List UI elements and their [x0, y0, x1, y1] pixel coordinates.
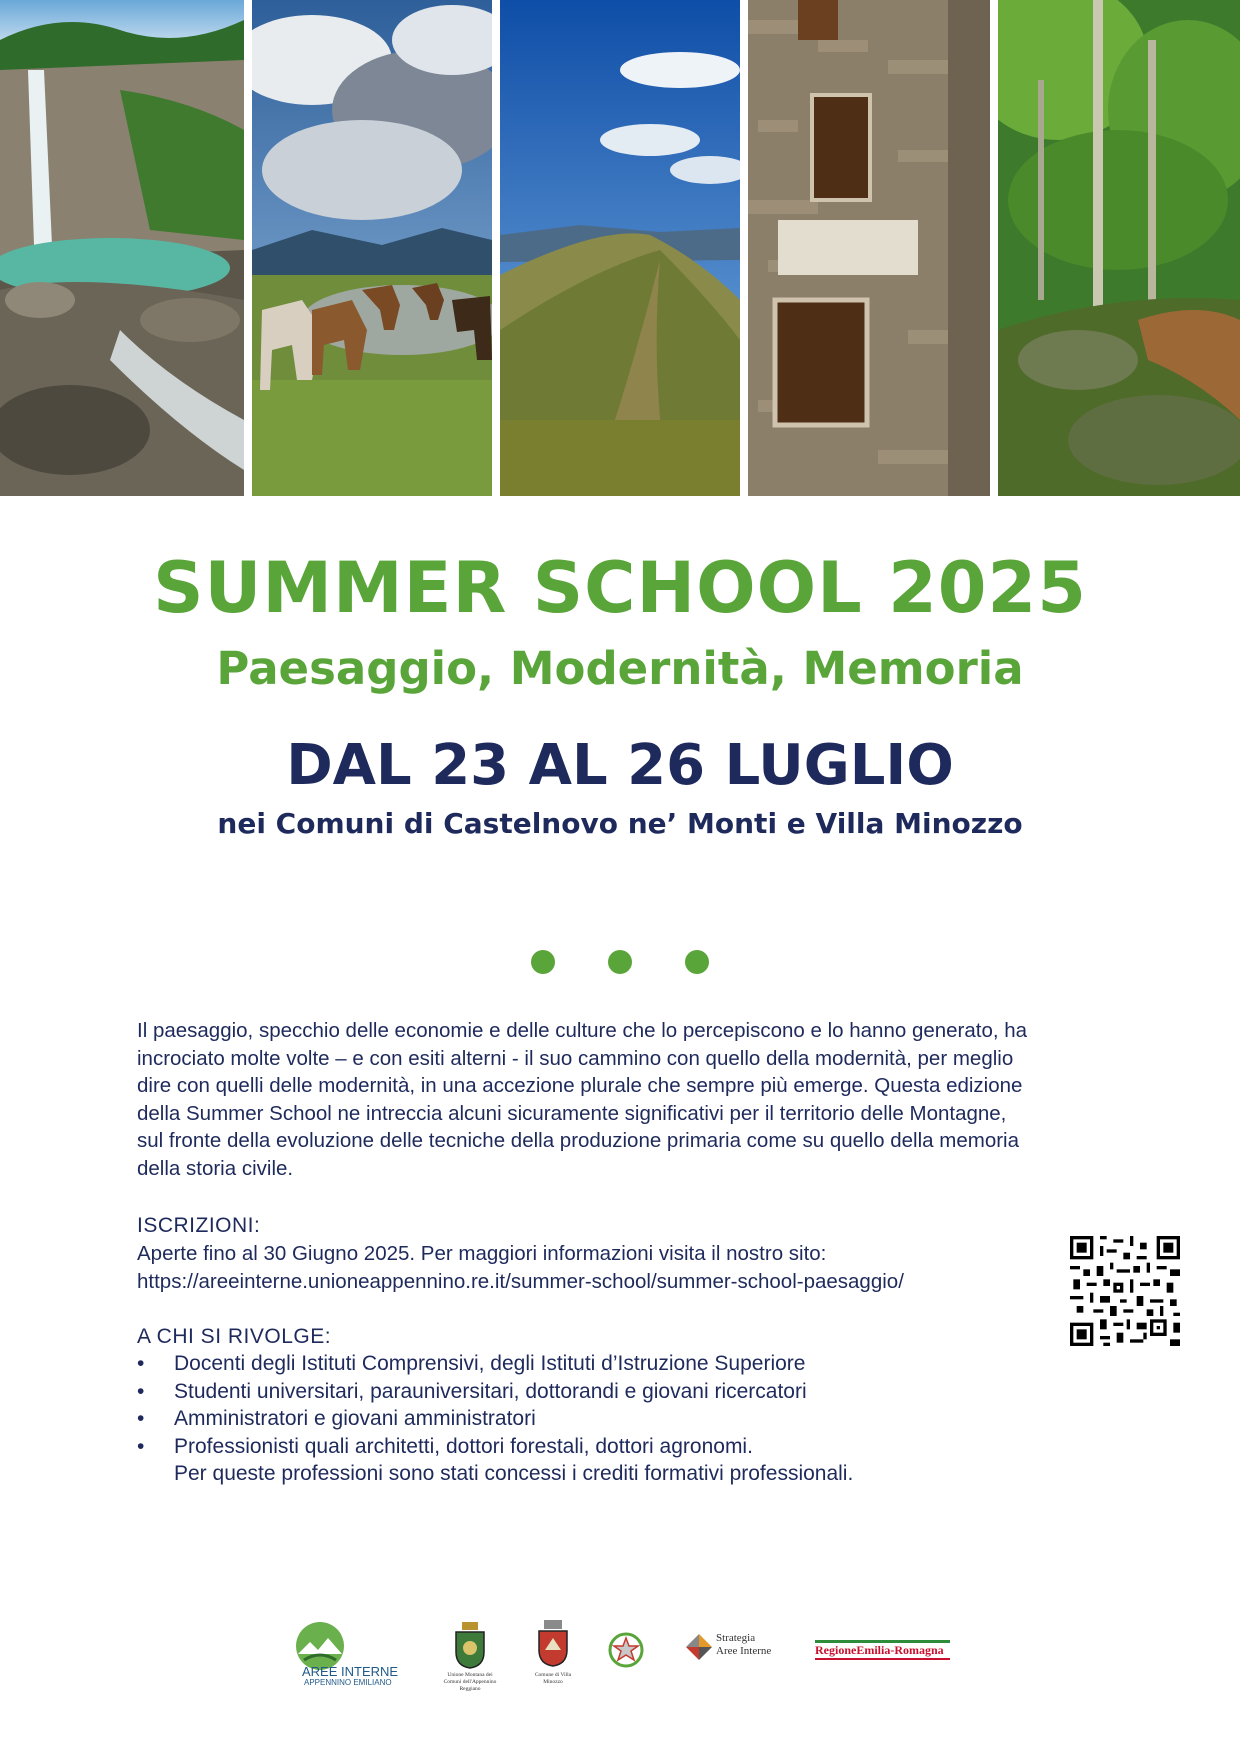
list-item: • Amministratori e giovani amministratori: [137, 1407, 536, 1430]
intro-line: della storia civile.: [137, 1156, 294, 1180]
repubblica-emblem-icon: [608, 1630, 644, 1670]
regione-emilia-romagna-logo: RegioneEmilia-Romagna: [815, 1640, 950, 1662]
aree-interne-logo: AREE INTERNE APPENNINO EMILIANO: [288, 1620, 408, 1690]
intro-line: sul fronte della evoluzione delle tecniche della produzione primaria come su quello della memoria: [137, 1129, 1020, 1152]
decorative-dots: [0, 950, 1240, 976]
event-dates: DAL 23 AL 26 LUGLIO: [286, 733, 954, 798]
qr-code[interactable]: [1070, 1236, 1180, 1346]
villa-minozzo-logo: Comune di Villa Minozzo: [528, 1620, 578, 1700]
audience-heading: A CHI SI RIVOLGE:: [137, 1325, 332, 1348]
unione-montana-logo: Unione Montana dei Comuni dell'Appennino Reggiano: [440, 1622, 500, 1702]
intro-line: dire con quelli delle modernità, in una accezione plurale che sempre più emerge. Questa edizione: [137, 1074, 1023, 1097]
crest-icon: [535, 1620, 571, 1668]
page-subtitle: Paesaggio, Modernità, Memoria: [216, 642, 1024, 695]
page-title: SUMMER SCHOOL 2025: [153, 547, 1087, 629]
intro-line: Il paesaggio, specchio delle economie e delle culture che lo percepiscono e lo hanno generato, ha: [137, 1019, 1028, 1042]
list-item: • Studenti universitari, parauniversitari, dottorandi e giovani ricercatori: [137, 1379, 807, 1403]
list-item: • Professionisti quali architetti, dottori forestali, dottori agronomi.: [137, 1434, 753, 1458]
dot-2: [608, 950, 632, 974]
photo-waterfall: [0, 0, 244, 496]
strategia-aree-interne-logo: Strategia Aree Interne: [686, 1630, 786, 1666]
intro-line: della Summer School ne intreccia alcuni sicuramente significativi per il territorio delle Montagne,: [137, 1101, 1007, 1125]
intro-line: incrociato molte volte – e con esiti alterni - il suo cammino con quello della modernità, per meglio: [137, 1046, 1014, 1070]
regione-stripe-bottom: [815, 1658, 950, 1660]
registration-heading: ISCRIZIONI:: [137, 1214, 261, 1237]
list-item: • Docenti degli Istituti Comprensivi, degli Istituti d’Istruzione Superiore: [137, 1352, 806, 1375]
photo-strip: [0, 0, 1240, 496]
registration-text: Aperte fino al 30 Giugno 2025. Per maggiori informazioni visita il nostro sito:: [137, 1242, 827, 1265]
intro-paragraph: [137, 1017, 1097, 1182]
dot-1: [531, 950, 555, 974]
dot-3: [685, 950, 709, 974]
photo-horses: [252, 0, 492, 496]
audience-list: [137, 1350, 1037, 1488]
crest-icon: [452, 1622, 488, 1670]
credits-note: Per queste professioni sono stati concessi i crediti formativi professionali.: [174, 1462, 854, 1485]
registration-url[interactable]: https://areeinterne.unioneappennino.re.it/summer-school/summer-school-paesaggio/: [137, 1270, 904, 1293]
photo-forest: [998, 0, 1240, 496]
registration-info: [137, 1240, 1037, 1296]
photo-mountain-ridge: [500, 0, 740, 496]
event-location: nei Comuni di Castelnovo ne’ Monti e Villa Minozzo: [217, 807, 1023, 840]
aree-interne-emblem-icon: [290, 1620, 350, 1670]
sponsor-logos: [0, 1600, 1240, 1700]
photo-stone-building: [748, 0, 990, 496]
strategia-icon: [686, 1634, 712, 1660]
